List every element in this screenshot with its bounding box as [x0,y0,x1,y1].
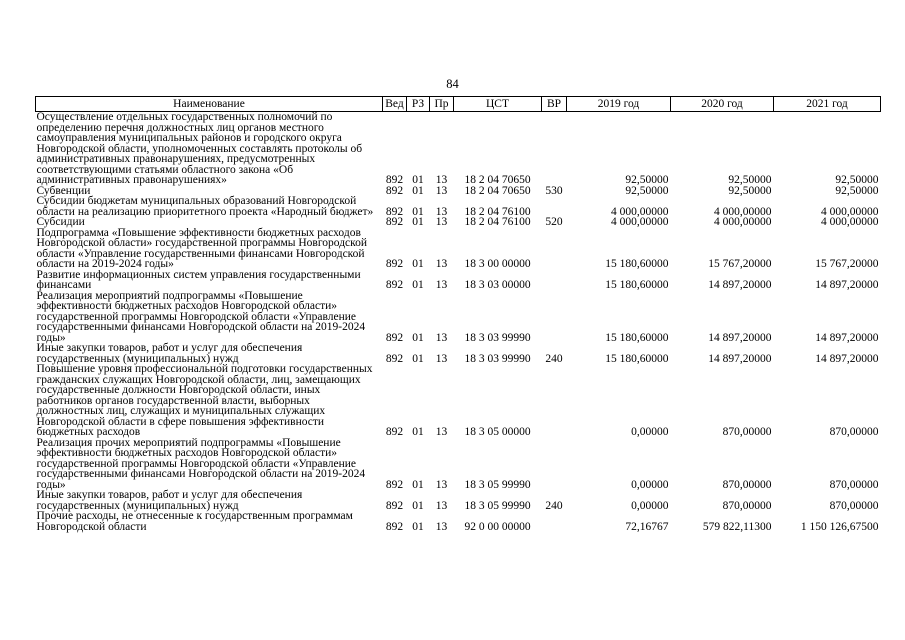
row-vr [542,196,567,217]
header-cst: ЦСТ [454,97,542,112]
row-cst: 18 2 04 76100 [464,216,531,228]
row-rz: 01 [412,184,424,197]
row-pr: 13 [435,499,448,512]
row-pr: 13 [435,258,448,270]
row-2021: 870,00000 [829,478,879,491]
row-name: Субвенции [36,184,91,197]
row-vr [542,511,567,532]
row-2020: 870,00000 [722,499,772,512]
row-cst: 18 2 04 70650 [464,174,531,186]
row-2021: 92,50000 [835,184,879,197]
row-rz: 01 [412,520,424,533]
row-2019: 0,00000 [631,478,669,491]
row-ved: 892 [385,478,404,491]
row-ved: 892 [385,216,404,228]
row-cst: 18 3 05 99990 [464,478,531,491]
header-pr: Пр [430,97,454,112]
row-cst: 18 3 03 00000 [464,279,531,291]
row-name: Иные закупки товаров, работ и услуг для обеспечения государственных (муниципальных) нужд [36,489,303,512]
header-vr: ВР [542,97,567,112]
row-rz: 01 [412,216,424,228]
row-2020: 4 000,00000 [714,205,772,218]
row-rz: 01 [412,331,424,344]
row-2021: 14 897,20000 [815,279,879,291]
row-2020: 870,00000 [722,478,772,491]
row-2019: 92,50000 [625,174,669,186]
row-2020: 92,50000 [728,184,772,197]
row-2019: 92,50000 [625,184,669,197]
row-name: Иные закупки товаров, работ и услуг для обеспечения государственных (муниципальных) нужд [36,342,303,365]
row-cst: 18 3 05 99990 [464,499,531,512]
row-2020: 4 000,00000 [714,216,772,228]
row-vr: 240 [545,499,563,512]
row-vr: 530 [545,184,563,197]
row-pr: 13 [435,352,448,365]
table-row [36,196,881,217]
row-2020: 14 897,20000 [708,352,772,365]
row-rz: 01 [412,352,424,365]
table-header-row [36,97,881,112]
table-row [36,217,881,228]
row-cst: 18 2 04 70650 [464,184,531,197]
header-2021: 2021 год [774,97,881,112]
row-2019: 15 180,60000 [605,279,669,291]
row-2021: 14 897,20000 [815,352,879,365]
row-rz: 01 [412,499,424,512]
row-2019: 0,00000 [631,426,669,438]
header-name: Наименование [36,97,383,112]
row-2020: 870,00000 [722,426,772,438]
row-name: Прочие расходы, не отнесенные к государственным программам Новгородской области [36,510,353,533]
row-name: Реализация мероприятий подпрограммы «Повышение эффективности бюджетных расходов Новгородской области» государственной программы Новгородской области «Управление государственными финансами Новгородской области на 2019-2024 годы» [36,289,366,344]
row-cst: 18 3 03 99990 [464,331,531,344]
row-2021: 870,00000 [829,426,879,438]
header-ved: Вед [383,97,407,112]
table-row [36,291,881,344]
row-vr [542,364,567,438]
row-vr [542,228,567,270]
row-ved: 892 [385,205,404,218]
row-rz: 01 [412,426,424,438]
row-ved: 892 [385,426,404,438]
row-2020: 92,50000 [728,174,772,186]
row-cst: 18 3 05 00000 [464,426,531,438]
row-name: Повышение уровня профессиональной подготовки государственных гражданских служащих Новгородской области, лиц, замещающих государственные должности Новгородской области, иных работников органов государственной власти, выборных должностных лиц, служащих и муниципальных служащих Новгородской области в сфере повышения эффективности бюджетных расходов [36,363,373,438]
row-vr: 240 [545,352,563,365]
row-2019: 15 180,60000 [605,258,669,270]
row-ved: 892 [385,174,404,186]
budget-table [35,96,881,532]
row-name: Осуществление отдельных государственных полномочий по определению перечня должностных лиц органов местного самоуправления муниципальных районов и городского округа Новгородской области, уполномоченных составлять протоколы об административных правонарушениях, предусмотренных соответствующими статьями областного закона «Об административных правонарушениях» [36,111,363,186]
row-name: Развитие информационных систем управления государственными финансами [36,268,361,291]
row-cst: 18 2 04 76100 [464,205,531,218]
row-2021: 15 767,20000 [815,258,879,270]
row-cst: 92 0 00 00000 [464,520,531,533]
row-ved: 892 [385,352,404,365]
row-vr [542,291,567,344]
row-pr: 13 [435,216,448,228]
row-pr: 13 [435,331,448,344]
row-2021: 14 897,20000 [815,331,879,344]
table-row [36,490,881,511]
row-2021: 4 000,00000 [821,205,879,218]
header-2019: 2019 год [567,97,671,112]
row-rz: 01 [412,258,424,270]
row-rz: 01 [412,174,424,186]
row-2021: 870,00000 [829,499,879,512]
table-row [36,228,881,270]
row-cst: 18 3 00 00000 [464,258,531,270]
header-rz: РЗ [407,97,430,112]
row-2021: 92,50000 [835,174,879,186]
row-ved: 892 [385,184,404,197]
row-2019: 72,16767 [625,520,669,533]
row-ved: 892 [385,331,404,344]
row-ved: 892 [385,520,404,533]
row-pr: 13 [435,184,448,197]
row-pr: 13 [435,205,448,218]
row-rz: 01 [412,205,424,218]
row-2020: 14 897,20000 [708,279,772,291]
header-2020: 2020 год [671,97,774,112]
row-2019: 4 000,00000 [611,216,669,228]
row-2020: 14 897,20000 [708,331,772,344]
page-number: 84 [446,77,459,91]
row-2019: 15 180,60000 [605,352,669,365]
row-name: Подпрограмма «Повышение эффективности бюджетных расходов Новгородской области» государственной программы Новгородской области «Управление государственными финансами Новгородской области на 2019-2024 годы» [36,226,368,270]
row-pr: 13 [435,279,448,291]
row-pr: 13 [435,174,448,186]
row-pr: 13 [435,520,448,533]
table-row [36,112,881,186]
row-2020: 15 767,20000 [708,258,772,270]
row-rz: 01 [412,279,424,291]
table-row [36,270,881,291]
row-name: Субсидии бюджетам муниципальных образований Новгородской области на реализацию приоритетного проекта «Народный бюджет» [36,195,374,218]
row-2019: 15 180,60000 [605,331,669,344]
table-row [36,511,881,532]
row-vr [542,438,567,491]
row-cst: 18 3 03 99990 [464,352,531,365]
row-ved: 892 [385,499,404,512]
row-pr: 13 [435,478,448,491]
row-rz: 01 [412,478,424,491]
row-vr: 520 [545,216,563,228]
row-2021: 1 150 126,67500 [800,520,879,533]
row-name: Субсидии [36,216,85,228]
row-pr: 13 [435,426,448,438]
table-row [36,438,881,491]
row-2021: 4 000,00000 [821,216,879,228]
row-vr [542,112,567,186]
row-vr [542,270,567,291]
table-row [36,343,881,364]
table-row [36,364,881,438]
row-2019: 4 000,00000 [611,205,669,218]
row-ved: 892 [385,279,404,291]
row-ved: 892 [385,258,404,270]
row-2019: 0,00000 [631,499,669,512]
row-name: Реализация прочих мероприятий подпрограммы «Повышение эффективности бюджетных расходов Новгородской области» государственной программы Новгородской области «Управление государственными финансами Новгородской области на 2019-2024 годы» [36,436,366,491]
row-2020: 579 822,11300 [702,520,772,533]
